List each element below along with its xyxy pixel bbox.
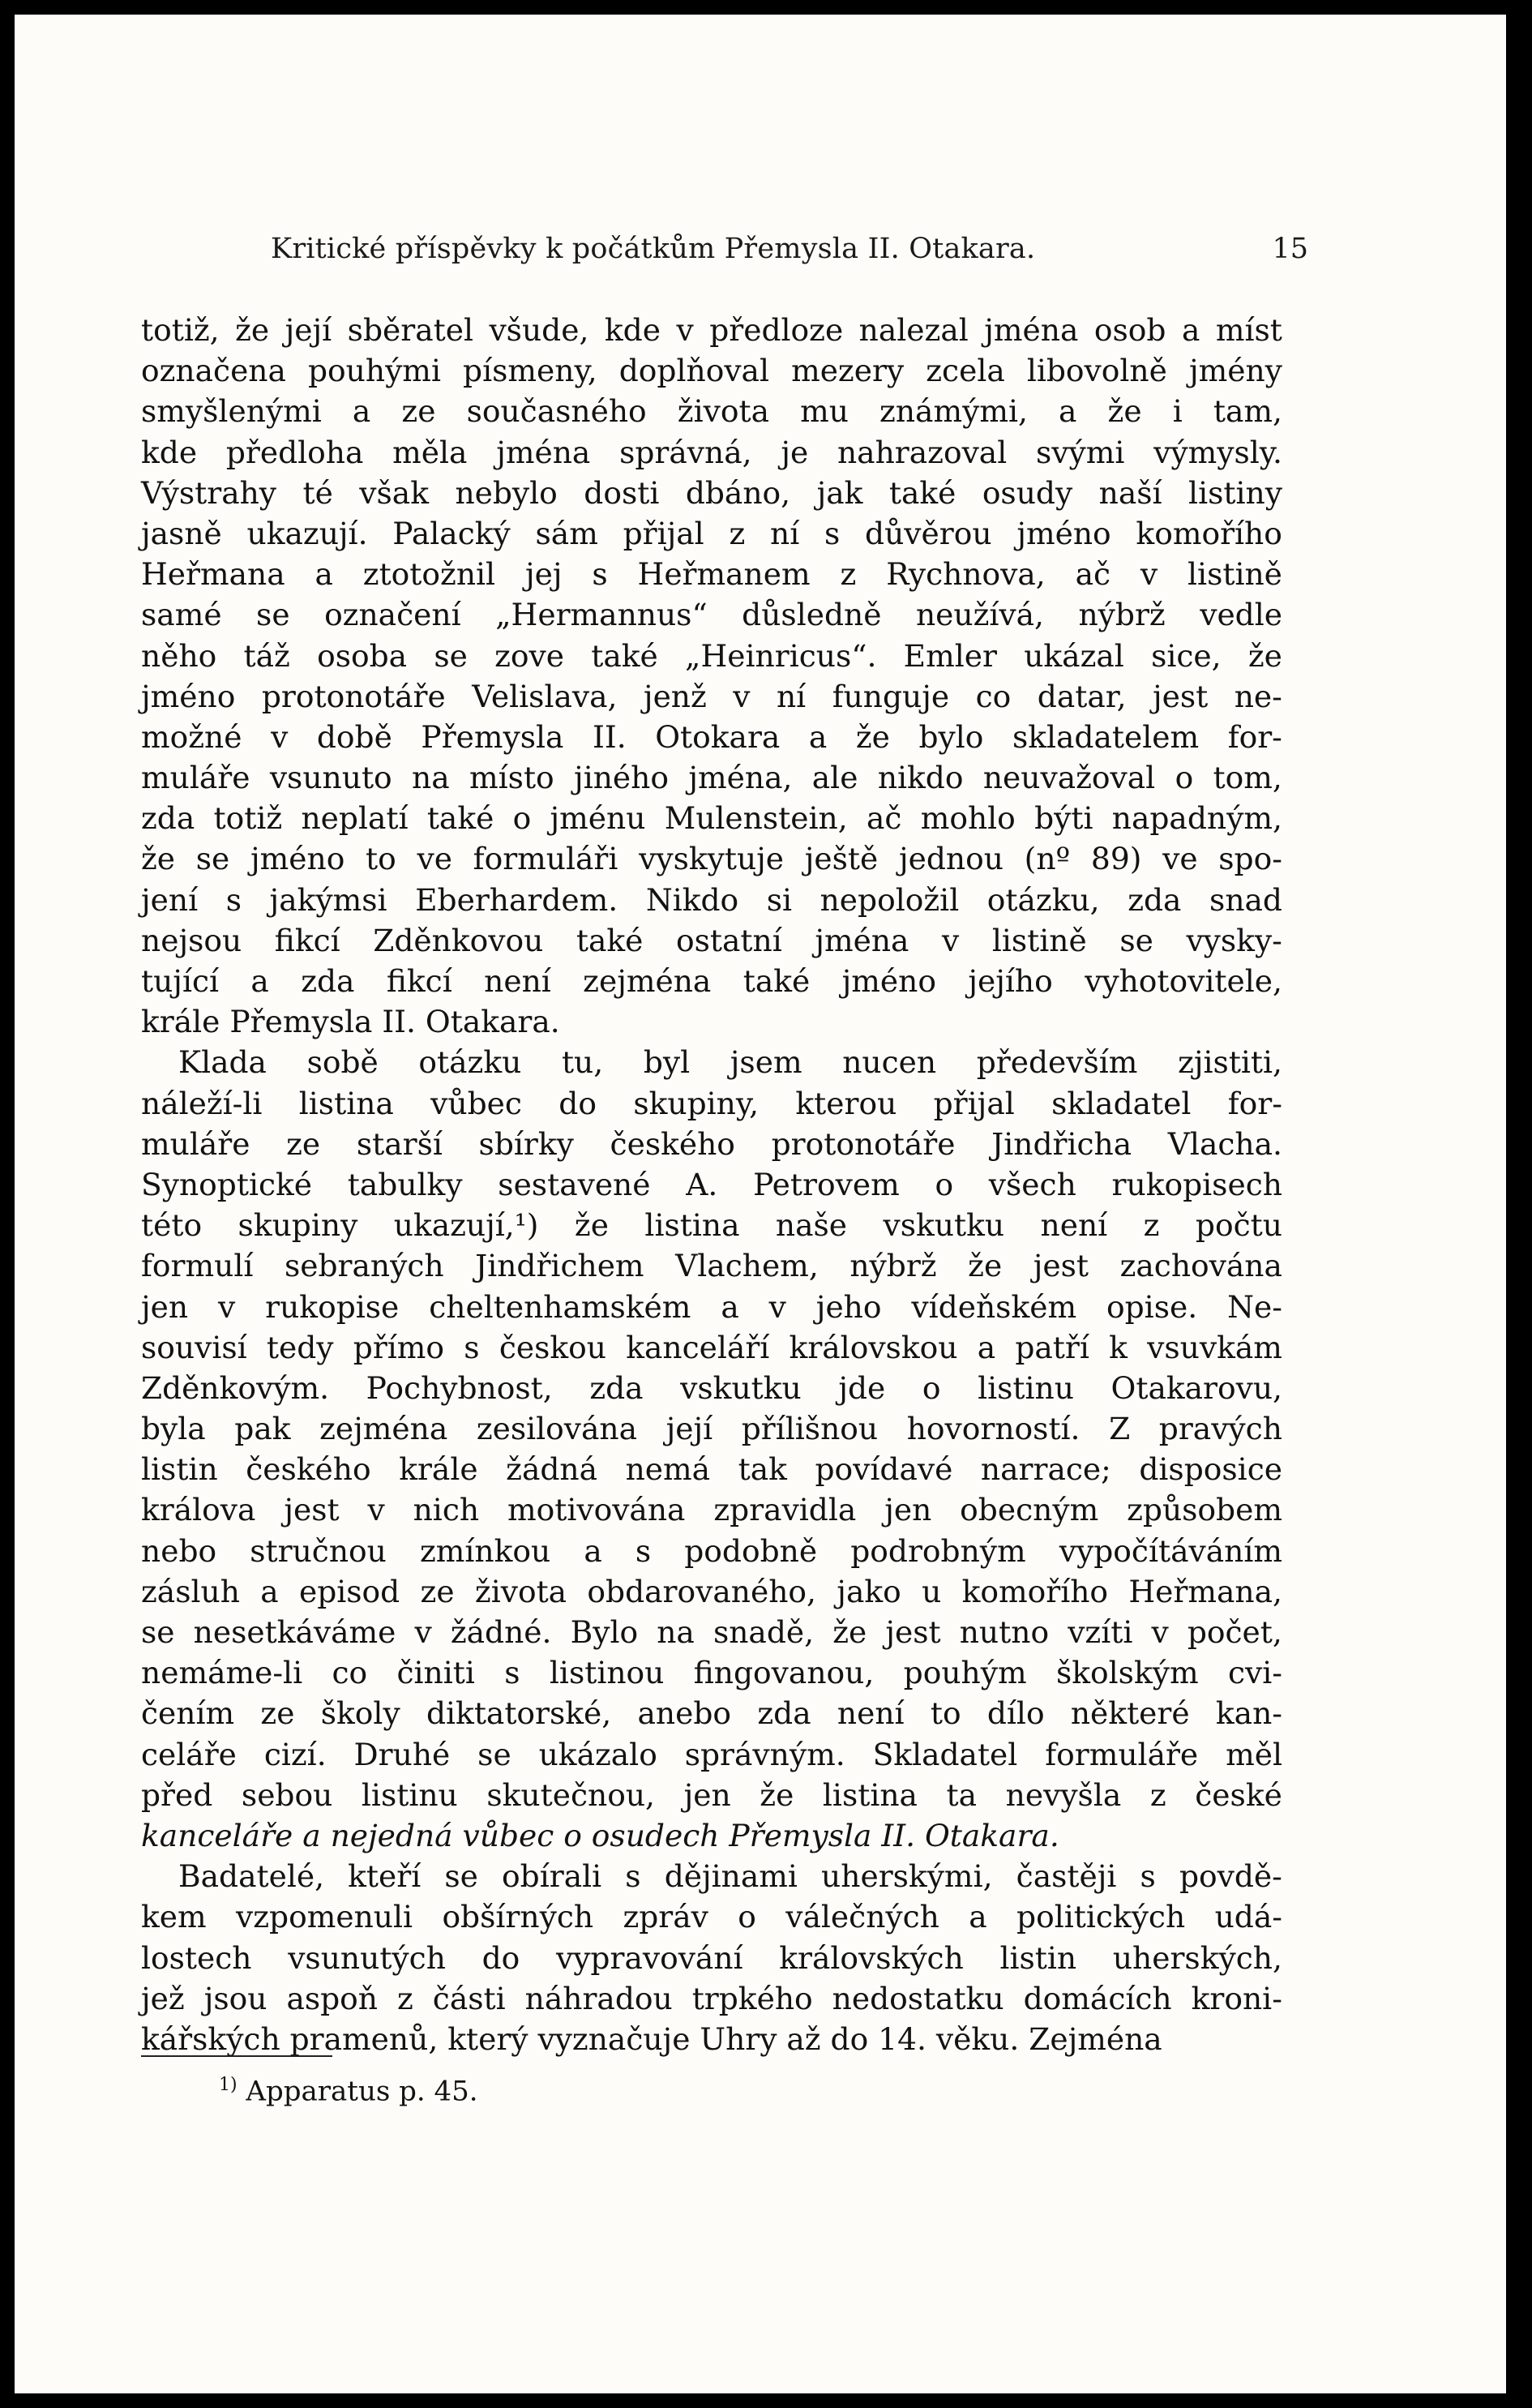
footnote — [219, 2067, 478, 2109]
text-line: souvisí tedy přímo s českou kanceláří královskou a patří k vsuvkám — [141, 1329, 1282, 1365]
text-line: zda totiž neplatí také o jménu Mulenstein, ač mohlo býti napadným, — [141, 800, 1282, 837]
text-line: muláře ze starší sbírky českého protonotáře Jindřicha Vlacha. — [141, 1125, 1282, 1162]
text-line: byla pak zejména zesilována její přílišnou hovorností. Z pravých — [141, 1411, 1282, 1447]
text-line: jení s jakýmsi Eberhardem. Nikdo si nepoložil otázku, zda snad — [141, 881, 1282, 918]
paragraph — [141, 1042, 1282, 1856]
text-line: zásluh a episod ze života obdarovaného, jako u komořího Heřmana, — [141, 1573, 1282, 1609]
text-line: této skupiny ukazují,¹) že listina naše vskutku není z počtu — [141, 1207, 1282, 1244]
footnote-marker: 1) — [219, 2075, 238, 2095]
text-line: kem vzpomenuli obšírných zpráv o válečných a politických udá- — [141, 1899, 1282, 1935]
header-title: Kritické příspěvky k počátkům Přemysla II. Otakara. — [271, 233, 1036, 265]
text-line: nebo stručnou zmínkou a s podobně podrobným vypočítáváním — [141, 1532, 1282, 1569]
text-line: označena pouhými písmeny, doplňoval mezery zcela libovolně jmény — [141, 353, 1282, 389]
text-line: kářských pramenů, který vyznačuje Uhry až do 14. věku. Zejména — [141, 2020, 1162, 2057]
text-line: kde předloha měla jména správná, je nahrazoval svými výmysly. — [141, 434, 1282, 470]
footnote-text: Apparatus p. 45. — [246, 2075, 478, 2108]
paragraph — [141, 310, 1282, 1042]
body-text — [141, 310, 1282, 2059]
text-line: náleží-li listina vůbec do skupiny, kterou přijal skladatel for- — [141, 1085, 1282, 1121]
text-line: formulí sebraných Jindřichem Vlachem, nýbrž že jest zachována — [141, 1248, 1282, 1284]
text-line: Výstrahy té však nebylo dosti dbáno, jak také osudy naší listiny — [141, 474, 1282, 511]
text-line: samé se označení „Hermannus“ důsledně neužívá, nýbrž vedle — [141, 597, 1282, 633]
text-line: králova jest v nich motivována zpravidla jen obecným způsobem — [141, 1492, 1282, 1528]
text-line: jasně ukazují. Palacký sám přijal z ní s důvěrou jméno komořího — [141, 515, 1282, 551]
text-line: tující a zda fikcí není zejména také jméno jejího vyhotovitele, — [141, 963, 1282, 999]
text-line: před sebou listinu skutečnou, jen že listina ta nevyšla z české — [141, 1776, 1282, 1813]
text-line: nejsou fikcí Zděnkovou také ostatní jména v listině se vysky- — [141, 922, 1282, 958]
text-line: totiž, že její sběratel všude, kde v předloze nalezal jména osob a míst — [141, 312, 1282, 348]
text-line: Zděnkovým. Pochybnost, zda vskutku jde o listinu Otakarovu, — [141, 1369, 1282, 1406]
text-line: krále Přemysla II. Otakara. — [141, 1004, 560, 1040]
text-line: muláře vsunuto na místo jiného jména, ale nikdo neuvažoval o tom, — [141, 760, 1282, 796]
text-line: že se jméno to ve formuláři vyskytuje ještě jednou (nº 89) ve spo- — [141, 841, 1282, 877]
text-line: jméno protonotáře Velislava, jenž v ní funguje co datar, jest ne- — [141, 678, 1282, 714]
text-line: Badatelé, kteří se obírali s dějinami uherskými, častěji s povdě- — [178, 1858, 1282, 1895]
text-line: Klada sobě otázku tu, byl jsem nucen především zjistiti, — [178, 1044, 1282, 1081]
text-line: Heřmana a ztotožnil jej s Heřmanem z Rychnova, ač v listině — [141, 556, 1282, 593]
text-line: čením ze školy diktatorské, anebo zda není to dílo některé kan- — [141, 1695, 1282, 1732]
text-line: listin českého krále žádná nemá tak povídavé narrace; disposice — [141, 1451, 1282, 1488]
text-line: se nesetkáváme v žádné. Bylo na snadě, že jest nutno vzíti v počet, — [141, 1614, 1282, 1650]
text-line: nemáme-li co činiti s listinou fingovanou, pouhým školským cvi- — [141, 1655, 1282, 1691]
text-line: jež jsou aspoň z části náhradou trpkého nedostatku domácích kroni- — [141, 1980, 1282, 2016]
paragraph — [141, 1856, 1282, 2059]
text-line: celáře cizí. Druhé se ukázalo správným. Skladatel formuláře měl — [141, 1736, 1282, 1772]
text-line: kanceláře a nejedná vůbec o osudech Přemysla II. Otakara. — [141, 1817, 1059, 1853]
text-line: něho táž osoba se zove také „Heinricus“. Emler ukázal sice, že — [141, 637, 1282, 674]
page-number: 15 — [1272, 233, 1308, 265]
footnote-rule — [141, 2055, 332, 2057]
text-line: jen v rukopise cheltenhamském a v jeho vídeňském opise. Ne- — [141, 1288, 1282, 1325]
text-line: možné v době Přemysla II. Otokara a že bylo skladatelem for- — [141, 718, 1282, 755]
text-line: smyšlenými a ze současného života mu známými, a že i tam, — [141, 393, 1282, 430]
text-line: lostech vsunutých do vypravování královských listin uherských, — [141, 1939, 1282, 1976]
text-line: Synoptické tabulky sestavené A. Petrovem o všech rukopisech — [141, 1166, 1282, 1202]
